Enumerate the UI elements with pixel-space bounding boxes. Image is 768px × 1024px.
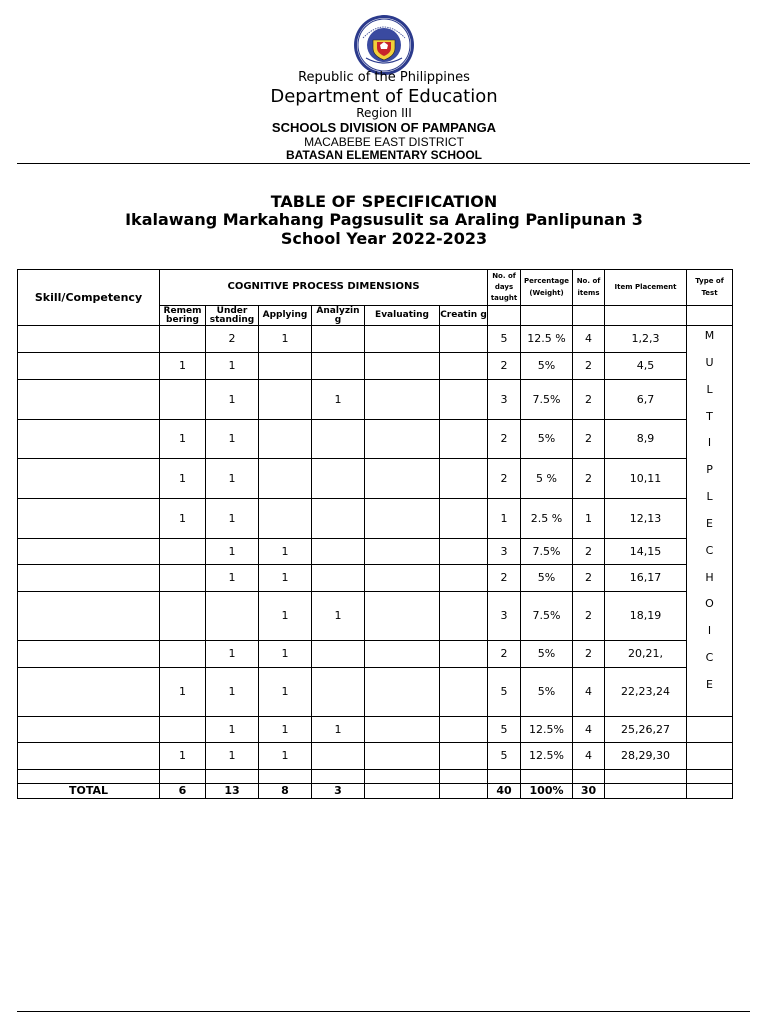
understanding-cell: 1 (206, 565, 259, 592)
items-cell: 2 (573, 459, 605, 499)
analyzing-header: Analyzin g (312, 306, 365, 326)
creating-cell (440, 743, 488, 770)
type-letter: C (705, 543, 714, 557)
placement-cell: 6,7 (605, 380, 687, 420)
applying-cell: 1 (259, 717, 312, 743)
table-row (18, 380, 733, 420)
items-cell: 1 (573, 499, 605, 539)
understanding-cell: 1 (206, 353, 259, 380)
placement-cell: 28,29,30 (605, 743, 687, 770)
placement-cell: 1,2,3 (605, 326, 687, 353)
specification-table (17, 269, 733, 799)
applying-cell (259, 420, 312, 459)
percentage-header: Percentage (Weight) (521, 270, 573, 306)
days-cell: 2 (488, 641, 521, 668)
placement-cell: 18,19 (605, 592, 687, 641)
remembering-cell (160, 539, 206, 565)
understanding-header: Under standing (206, 306, 259, 326)
evaluating-cell (365, 565, 440, 592)
table-row (18, 592, 733, 641)
applying-cell (259, 353, 312, 380)
applying-cell: 1 (259, 326, 312, 353)
type-letter: L (706, 382, 713, 396)
understanding-cell (206, 592, 259, 641)
remembering-cell (160, 592, 206, 641)
remembering-header: Remem bering (160, 306, 206, 326)
understanding-cell: 2 (206, 326, 259, 353)
items-cell: 2 (573, 380, 605, 420)
remembering-cell (160, 641, 206, 668)
total-eva-cell (365, 784, 440, 799)
analyzing-cell (312, 499, 365, 539)
total-cre-cell (440, 784, 488, 799)
creating-cell (440, 641, 488, 668)
days-cell: 5 (488, 717, 521, 743)
remembering-cell (160, 717, 206, 743)
evaluating-cell (365, 459, 440, 499)
days-cell: 5 (488, 668, 521, 717)
table-row (18, 565, 733, 592)
total-app-cell: 8 (259, 784, 312, 799)
skill-cell (18, 499, 160, 539)
header-divider (17, 163, 750, 164)
creating-cell (440, 499, 488, 539)
placement-cell: 12,13 (605, 499, 687, 539)
percentage-cell: 5% (521, 353, 573, 380)
percentage-cell: 12.5 % (521, 326, 573, 353)
placement-cell: 14,15 (605, 539, 687, 565)
type-letter: T (706, 409, 713, 423)
analyzing-cell (312, 743, 365, 770)
evaluating-cell (365, 743, 440, 770)
skill-cell (18, 459, 160, 499)
creating-header: Creatin g (440, 306, 488, 326)
creating-cell (440, 459, 488, 499)
days-cell: 2 (488, 565, 521, 592)
type-letter: O (705, 597, 714, 611)
cpd-header: COGNITIVE PROCESS DIMENSIONS (160, 270, 488, 306)
understanding-cell: 1 (206, 380, 259, 420)
remembering-cell (160, 326, 206, 353)
percentage-cell: 2.5 % (521, 499, 573, 539)
skill-cell (18, 641, 160, 668)
blank-row (18, 770, 733, 784)
total-place-cell (605, 784, 687, 799)
creating-cell (440, 353, 488, 380)
skill-cell (18, 420, 160, 459)
type-letter: I (707, 436, 712, 450)
school-year: School Year 2022-2023 (280, 229, 488, 248)
analyzing-cell (312, 353, 365, 380)
type-of-test-cell (687, 326, 733, 717)
skill-cell (18, 326, 160, 353)
evaluating-cell (365, 326, 440, 353)
items-cell: 4 (573, 326, 605, 353)
understanding-cell: 1 (206, 499, 259, 539)
days-cell: 2 (488, 459, 521, 499)
analyzing-cell (312, 326, 365, 353)
items-cell: 2 (573, 420, 605, 459)
evaluating-header: Evaluating (365, 306, 440, 326)
table-row (18, 668, 733, 717)
percentage-cell: 12.5% (521, 743, 573, 770)
type-of-test-cell (687, 717, 733, 743)
evaluating-cell (365, 499, 440, 539)
table-row (18, 717, 733, 743)
understanding-cell: 1 (206, 668, 259, 717)
items-cell: 2 (573, 641, 605, 668)
items-cell: 2 (573, 353, 605, 380)
placement-cell: 4,5 (605, 353, 687, 380)
skill-header: Skill/Competency (18, 270, 160, 326)
understanding-cell: 1 (206, 717, 259, 743)
type-letter: L (706, 490, 713, 504)
total-pct-cell: 100% (521, 784, 573, 799)
applying-cell (259, 499, 312, 539)
remembering-cell: 1 (160, 420, 206, 459)
days-cell: 3 (488, 380, 521, 420)
evaluating-cell (365, 641, 440, 668)
percentage-cell: 5% (521, 565, 573, 592)
total-days-cell: 40 (488, 784, 521, 799)
skill-cell (18, 592, 160, 641)
percentage-cell: 5% (521, 420, 573, 459)
evaluating-cell (365, 353, 440, 380)
total-und-cell: 13 (206, 784, 259, 799)
items-cell: 4 (573, 717, 605, 743)
total-rem-cell: 6 (160, 784, 206, 799)
placement-cell: 20,21, (605, 641, 687, 668)
evaluating-cell (365, 539, 440, 565)
creating-cell (440, 539, 488, 565)
skill-cell (18, 353, 160, 380)
analyzing-cell (312, 668, 365, 717)
evaluating-cell (365, 717, 440, 743)
applying-header: Applying (259, 306, 312, 326)
analyzing-cell: 1 (312, 717, 365, 743)
table-row (18, 353, 733, 380)
type-letter: E (706, 516, 713, 530)
type-letter: U (705, 355, 714, 369)
placement-cell: 22,23,24 (605, 668, 687, 717)
table-row (18, 743, 733, 770)
understanding-cell: 1 (206, 420, 259, 459)
placement-header: Item Placement (605, 270, 687, 306)
type-letter: P (706, 463, 713, 477)
understanding-cell: 1 (206, 743, 259, 770)
type-letter: H (705, 570, 714, 584)
document-subtitle: Ikalawang Markahang Pagsusulit sa Araling Panlipunan 3 (125, 210, 643, 229)
days-cell: 2 (488, 353, 521, 380)
days-cell: 2 (488, 420, 521, 459)
school-label: BATASAN ELEMENTARY SCHOOL (285, 148, 482, 162)
creating-cell (440, 592, 488, 641)
percentage-cell: 7.5% (521, 539, 573, 565)
region-label: Region III (356, 106, 412, 120)
applying-cell: 1 (259, 539, 312, 565)
analyzing-cell (312, 539, 365, 565)
percentage-cell: 7.5% (521, 592, 573, 641)
percentage-cell: 5% (521, 668, 573, 717)
analyzing-cell (312, 459, 365, 499)
total-ana-cell: 3 (312, 784, 365, 799)
footer-divider (17, 1011, 750, 1012)
creating-cell (440, 420, 488, 459)
applying-cell: 1 (259, 641, 312, 668)
analyzing-cell (312, 565, 365, 592)
skill-cell (18, 565, 160, 592)
remembering-cell (160, 380, 206, 420)
percentage-cell: 5 % (521, 459, 573, 499)
type-letter: E (706, 677, 713, 691)
skill-cell (18, 743, 160, 770)
days-cell: 3 (488, 592, 521, 641)
applying-cell: 1 (259, 565, 312, 592)
applying-cell (259, 380, 312, 420)
items-header: No. of items (573, 270, 605, 306)
skill-cell (18, 668, 160, 717)
document-title: TABLE OF SPECIFICATION (270, 192, 498, 211)
days-cell: 3 (488, 539, 521, 565)
days-cell: 5 (488, 326, 521, 353)
items-cell: 2 (573, 592, 605, 641)
creating-cell (440, 668, 488, 717)
days-cell: 1 (488, 499, 521, 539)
evaluating-cell (365, 380, 440, 420)
items-cell: 4 (573, 743, 605, 770)
placement-cell: 8,9 (605, 420, 687, 459)
understanding-cell: 1 (206, 641, 259, 668)
creating-cell (440, 326, 488, 353)
evaluating-cell (365, 592, 440, 641)
analyzing-cell: 1 (312, 380, 365, 420)
total-items-cell: 30 (573, 784, 605, 799)
table-row (18, 499, 733, 539)
table-row (18, 326, 733, 353)
total-label-cell: TOTAL (18, 784, 160, 799)
skill-cell (18, 539, 160, 565)
district-label: MACABEBE EAST DISTRICT (304, 135, 464, 149)
remembering-cell (160, 565, 206, 592)
applying-cell: 1 (259, 668, 312, 717)
understanding-cell: 1 (206, 459, 259, 499)
placement-cell: 25,26,27 (605, 717, 687, 743)
table-row (18, 641, 733, 668)
days-header: No. of days taught (488, 270, 521, 306)
applying-cell (259, 459, 312, 499)
remembering-cell: 1 (160, 459, 206, 499)
items-cell: 2 (573, 539, 605, 565)
department-label: Department of Education (270, 86, 498, 107)
applying-cell: 1 (259, 743, 312, 770)
analyzing-cell (312, 641, 365, 668)
republic-label: Republic of the Philippines (298, 70, 470, 85)
evaluating-cell (365, 420, 440, 459)
remembering-cell: 1 (160, 499, 206, 539)
analyzing-cell: 1 (312, 592, 365, 641)
percentage-cell: 12.5% (521, 717, 573, 743)
skill-cell (18, 717, 160, 743)
skill-cell (18, 380, 160, 420)
evaluating-cell (365, 668, 440, 717)
analyzing-cell (312, 420, 365, 459)
placement-cell: 10,11 (605, 459, 687, 499)
total-row (18, 784, 733, 799)
type-letter: C (705, 651, 714, 665)
days-cell: 5 (488, 743, 521, 770)
creating-cell (440, 565, 488, 592)
remembering-cell: 1 (160, 743, 206, 770)
table-row (18, 539, 733, 565)
remembering-cell: 1 (160, 668, 206, 717)
applying-cell: 1 (259, 592, 312, 641)
table-row (18, 459, 733, 499)
creating-cell (440, 380, 488, 420)
creating-cell (440, 717, 488, 743)
understanding-cell: 1 (206, 539, 259, 565)
percentage-cell: 7.5% (521, 380, 573, 420)
division-label: SCHOOLS DIVISION OF PAMPANGA (271, 120, 497, 135)
items-cell: 2 (573, 565, 605, 592)
type-letter: M (704, 329, 715, 342)
type-letter: I (707, 624, 712, 638)
percentage-cell: 5% (521, 641, 573, 668)
type-of-test-cell (687, 743, 733, 770)
placement-cell: 16,17 (605, 565, 687, 592)
table-row (18, 420, 733, 459)
type-header: Type of Test (687, 270, 733, 306)
remembering-cell: 1 (160, 353, 206, 380)
items-cell: 4 (573, 668, 605, 717)
table-header-row (18, 270, 733, 306)
deped-seal-logo (353, 14, 415, 76)
